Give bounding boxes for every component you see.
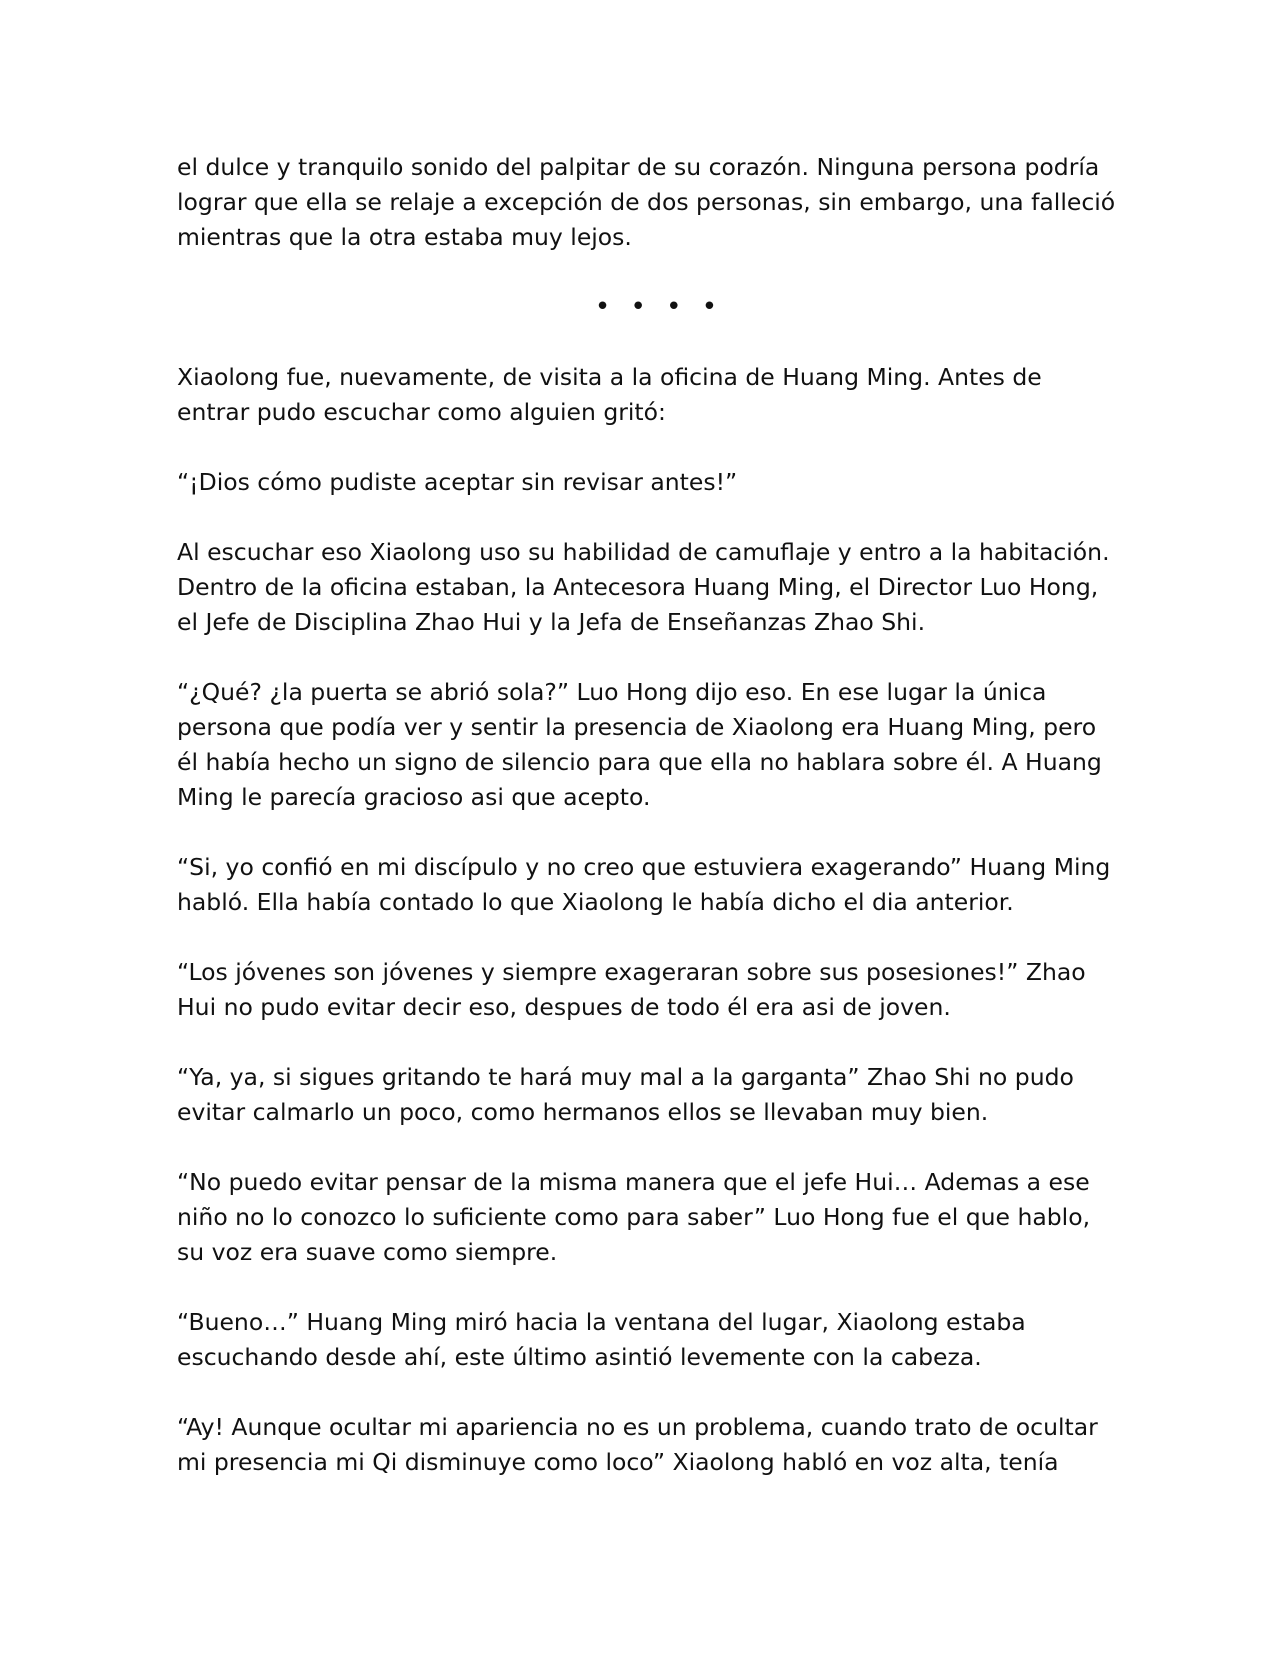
paragraph-10: “Bueno…” Huang Ming miró hacia la ventana del lugar, Xiaolong estaba escuchando desde ahí, este último asintió levemente con la cabeza.	[177, 1308, 1026, 1371]
paragraph-7: “Los jóvenes son jóvenes y siempre exageraran sobre sus posesiones!” Zhao Hui no pudo evitar decir eso, despues de todo él era asi de joven.	[177, 958, 1086, 1021]
paragraph-4: Al escuchar eso Xiaolong uso su habilidad de camuflaje y entro a la habitación. Dentro de la oficina estaban, la Antecesora Huang Ming, el Director Luo Hong, el Jefe de Disciplina Zhao Hui y la Jefa de Enseñanzas Zhao Shi.	[177, 538, 1110, 636]
section-separator: • • • •	[594, 292, 724, 322]
paragraph-8: “Ya, ya, si sigues gritando te hará muy mal a la garganta” Zhao Shi no pudo evitar calmarlo un poco, como hermanos ellos se llevaban muy bien.	[177, 1063, 1074, 1126]
paragraph-3: “¡Dios cómo pudiste aceptar sin revisar antes!”	[177, 468, 738, 496]
paragraph-1: el dulce y tranquilo sonido del palpitar de su corazón. Ninguna persona podría lograr que ella se relaje a excepción de dos personas, sin embargo, una falleció mientras que la otra estaba muy lejos.	[177, 153, 1116, 251]
paragraph-2: Xiaolong fue, nuevamente, de visita a la oficina de Huang Ming. Antes de entrar pudo escuchar como alguien gritó:	[177, 363, 1042, 426]
paragraph-5: “¿Qué? ¿la puerta se abrió sola?” Luo Hong dijo eso. En ese lugar la única persona que podía ver y sentir la presencia de Xiaolong era Huang Ming, pero él había hecho un signo de silencio para que ella no hablara sobre él. A Huang Ming le parecía gracioso asi que acepto.	[177, 678, 1102, 811]
paragraph-11: “Ay! Aunque ocultar mi apariencia no es un problema, cuando trato de ocultar mi presencia mi Qi disminuye como loco” Xiaolong habló en voz alta, tenía	[177, 1413, 1098, 1476]
paragraph-6: “Si, yo confió en mi discípulo y no creo que estuviera exagerando” Huang Ming habló. Ella había contado lo que Xiaolong le había dicho el dia anterior.	[177, 853, 1111, 916]
document-body	[177, 150, 1117, 1515]
paragraph-9: “No puedo evitar pensar de la misma manera que el jefe Hui… Ademas a ese niño no lo conozco lo suficiente como para saber” Luo Hong fue el que hablo, su voz era suave como siempre.	[177, 1168, 1091, 1266]
